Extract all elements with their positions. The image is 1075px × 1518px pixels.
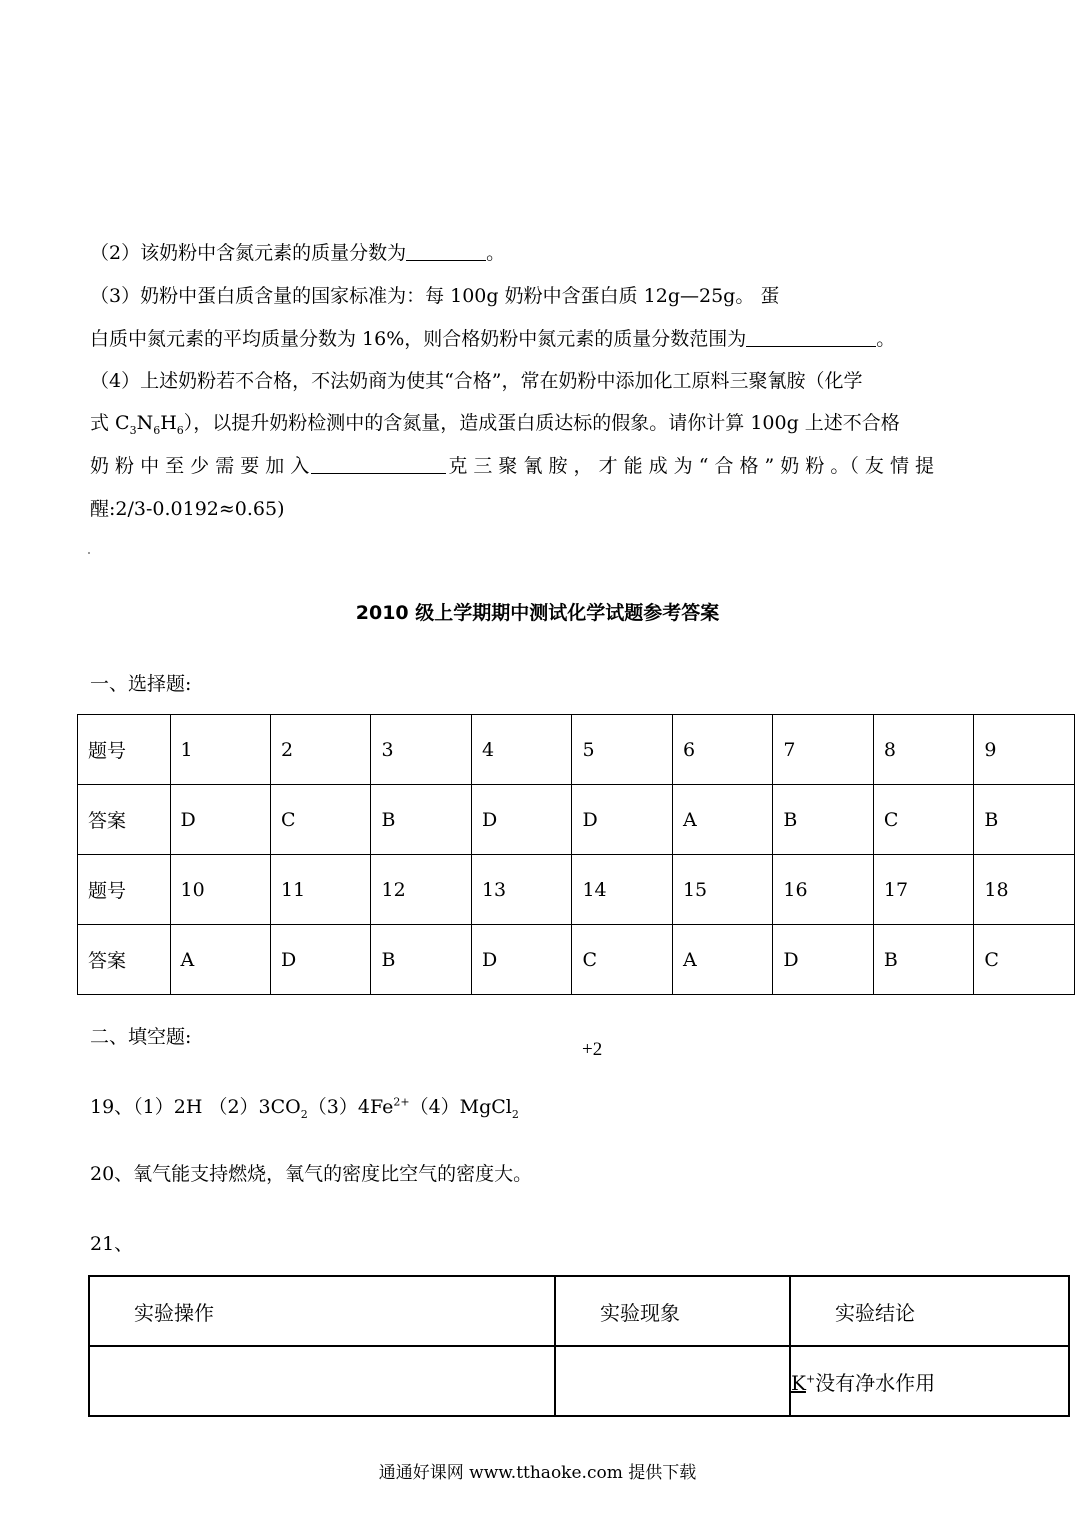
table-cell: 18 (974, 855, 1075, 925)
table-cell: 12 (371, 855, 471, 925)
table-cell: B (873, 925, 973, 995)
table-cell: A (170, 925, 270, 995)
table-cell: 8 (873, 715, 973, 785)
table-cell: B (974, 785, 1075, 855)
table-row (78, 925, 1075, 995)
answer-20: 20、氧气能支持燃烧，氧气的密度比空气的密度大。 (90, 1163, 533, 1185)
stray-dot (88, 552, 90, 554)
answer-title: 2010 级上学期期中测试化学试题参考答案 (355, 602, 720, 624)
table-cell: 1 (170, 715, 270, 785)
table-cell: 5 (572, 715, 672, 785)
table-row (89, 1276, 1069, 1346)
section-fill-heading: 二、填空题: (90, 1026, 192, 1048)
table-row (89, 1346, 1069, 1416)
table-cell: D (271, 925, 371, 995)
table-cell: 17 (873, 855, 973, 925)
table-cell: 16 (773, 855, 873, 925)
table-cell: 9 (974, 715, 1075, 785)
table-cell: 11 (271, 855, 371, 925)
table-cell: 7 (773, 715, 873, 785)
table-cell: 6 (672, 715, 772, 785)
question-2: （2）该奶粉中含氮元素的质量分数为 。 (90, 242, 506, 264)
table-cell: 3 (371, 715, 471, 785)
row-label: 答案 (78, 785, 171, 855)
answer-blank[interactable] (311, 455, 446, 474)
header-phenomenon: 实验现象 (555, 1276, 790, 1346)
table-row (78, 855, 1075, 925)
table-cell: 14 (572, 855, 672, 925)
question-4-line1: （4）上述奶粉若不合格，不法奶商为使其“合格”，常在奶粉中添加化工原料三聚氰胺（化学 (90, 370, 863, 392)
row-label: 题号 (78, 855, 171, 925)
answer-blank[interactable] (406, 242, 486, 261)
question-4-line3: 奶 粉 中 至 少 需 要 加 入 克 三 聚 氰 胺 ， 才 能 成 为 “ 合 格 ” 奶 粉 。（ 友 情 提 (90, 455, 935, 477)
table-cell: D (773, 925, 873, 995)
table-cell: D (471, 785, 571, 855)
table-cell: C (572, 925, 672, 995)
table-cell: 15 (672, 855, 772, 925)
table-cell: C (873, 785, 973, 855)
table-cell: D (471, 925, 571, 995)
section-choice-heading: 一、选择题: (90, 673, 192, 695)
question-3-line2: 白质中氮元素的平均质量分数为 16%，则合格奶粉中氮元素的质量分数范围为 。 (90, 328, 896, 350)
table-cell: B (371, 925, 471, 995)
answer-19: 19、（1）2H $(2)3CO_2(3)4Fe^{2+}(4)MgCl_2$ (90, 1095, 519, 1121)
question-4-line4: 醒:2/3-0.0192≈0.65) (90, 498, 285, 520)
table-cell: C (974, 925, 1075, 995)
table-cell: 2 (271, 715, 371, 785)
table-cell: 4 (471, 715, 571, 785)
table-cell: D (572, 785, 672, 855)
question-4-line2: 式 $C_3N_6H_6$），以提升奶粉检测中的含氮量，造成蛋白质达标的假象。请你计算 100g 上述不合格 (90, 412, 900, 437)
table-cell: 10 (170, 855, 270, 925)
footer: 通通好课网 www.tthaoke.com 提供下载 (378, 1463, 697, 1483)
table-cell: 13 (471, 855, 571, 925)
cell-phenomenon (555, 1346, 790, 1416)
table-row (78, 785, 1075, 855)
table-row (78, 715, 1075, 785)
cell-operation (89, 1346, 555, 1416)
table-cell: A (672, 785, 772, 855)
choice-answer-table (77, 714, 1075, 995)
table-cell: B (371, 785, 471, 855)
answer-blank[interactable] (746, 328, 876, 347)
row-label: 题号 (78, 715, 171, 785)
header-conclusion: 实验结论 (790, 1276, 1069, 1346)
table-cell: C (271, 785, 371, 855)
experiment-table (88, 1275, 1070, 1417)
valence-mark: +2 (582, 1039, 603, 1060)
table-cell: D (170, 785, 270, 855)
row-label: 答案 (78, 925, 171, 995)
cell-conclusion: K+没有净水作用 (790, 1346, 1069, 1416)
answer-21-label: 21、 (90, 1233, 134, 1255)
question-3-line1: （3）奶粉中蛋白质含量的国家标准为：每 100g 奶粉中含蛋白质 12g—25g。 蛋 (90, 285, 780, 307)
table-cell: A (672, 925, 772, 995)
header-operation: 实验操作 (89, 1276, 555, 1346)
table-cell: B (773, 785, 873, 855)
